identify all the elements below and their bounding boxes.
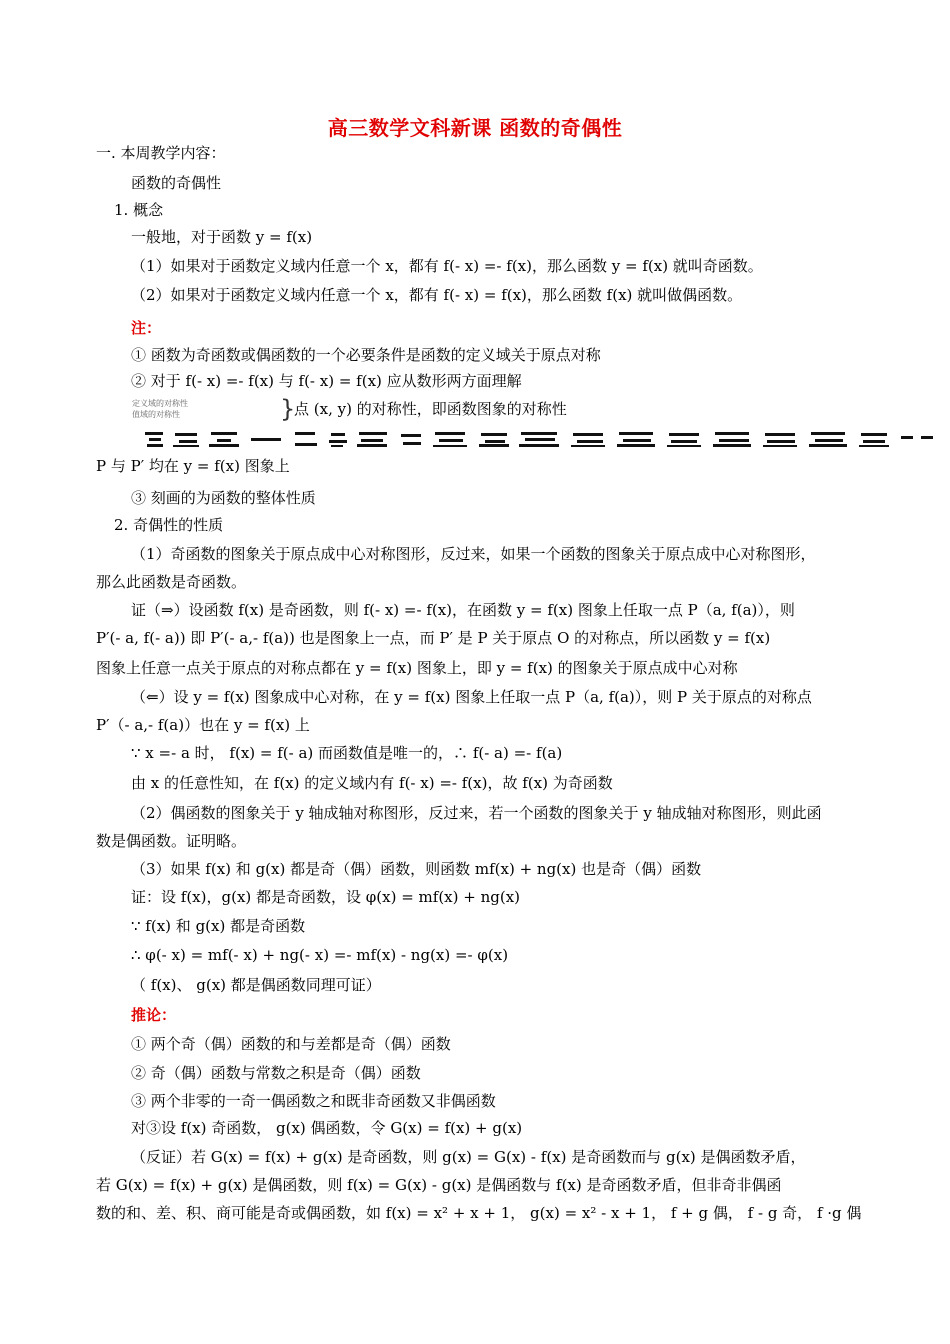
text-line: ③ 两个非零的一奇一偶函数之和既非奇函数又非偶函数 xyxy=(131,1092,496,1110)
text-line: （1）如果对于函数定义域内任意一个 x，都有 f(- x) =- f(x)，那么函数 y = f(x) 就叫奇函数。 xyxy=(131,257,763,275)
text-line: （反证）若 G(x) = f(x) + g(x) 是奇函数，则 g(x) = G(x) - f(x) 是奇函数而与 g(x) 是偶函数矛盾， xyxy=(131,1148,806,1166)
text-line: （2）如果对于函数定义域内任意一个 x，都有 f(- x) = f(x)，那么函数 f(x) 就叫做偶函数。 xyxy=(131,286,743,304)
text-line: 函数的奇偶性 xyxy=(131,174,222,192)
subsection-heading: 2. 奇偶性的性质 xyxy=(114,516,224,534)
text-line: 一般地，对于函数 y = f(x) xyxy=(131,228,313,246)
text-line: ② 奇（偶）函数与常数之积是奇（偶）函数 xyxy=(131,1064,421,1082)
text-line: （3）如果 f(x) 和 g(x) 都是奇（偶）函数，则函数 mf(x) + ng(x) 也是奇（偶）函数 xyxy=(131,860,702,878)
text-line: 点 (x, y) 的对称性，即函数图象的对称性 xyxy=(294,400,567,418)
text-line: 数是偶函数。证明略。 xyxy=(96,832,247,850)
subsection-heading: 1. 概念 xyxy=(114,201,164,219)
corollary-label: 推论： xyxy=(131,1006,177,1024)
text-line: 若 G(x) = f(x) + g(x) 是偶函数，则 f(x) = G(x) - g(x) 是偶函数与 f(x) 是奇函数矛盾，但非奇非偶函 xyxy=(96,1176,782,1194)
text-line: 证（⇒）设函数 f(x) 是奇函数，则 f(- x) =- f(x)，在函数 y = f(x) 图象上任取一点 P（a, f(a)），则 xyxy=(131,601,795,619)
text-line: ∵ f(x) 和 g(x) 都是奇函数 xyxy=(131,917,306,935)
garbled-image-strip xyxy=(145,428,945,450)
small-note xyxy=(132,398,280,424)
section-heading: 一. 本周教学内容： xyxy=(96,144,226,162)
text-line: （ f(x)、 g(x) 都是偶函数同理可证） xyxy=(131,976,381,994)
text-line: P 与 P′ 均在 y = f(x) 图象上 xyxy=(96,457,290,475)
text-line: ③ 刻画的为函数的整体性质 xyxy=(131,489,316,507)
text-line: ② 对于 f(- x) =- f(x) 与 f(- x) = f(x) 应从数形两方面理解 xyxy=(131,372,522,390)
text-line: ① 两个奇（偶）函数的和与差都是奇（偶）函数 xyxy=(131,1035,451,1053)
small-note-line: 定义域的对称性 xyxy=(132,399,188,408)
text-line: 图象上任意一点关于原点的对称点都在 y = f(x) 图象上，即 y = f(x) 的图象关于原点成中心对称 xyxy=(96,659,738,677)
text-line: P′（- a,- f(a)）也在 y = f(x) 上 xyxy=(96,716,310,734)
small-note-line: 值域的对称性 xyxy=(132,410,180,419)
text-line: 那么此函数是奇函数。 xyxy=(96,573,247,591)
text-line: （1）奇函数的图象关于原点成中心对称图形，反过来，如果一个函数的图象关于原点成中心对称图形， xyxy=(131,545,816,563)
text-line: 数的和、差、积、商可能是奇或偶函数，如 f(x) = x² + x + 1， g(x) = x² - x + 1， f + g 偶， f - g 奇， f ·g 偶 xyxy=(96,1204,862,1222)
text-line: （2）偶函数的图象关于 y 轴成轴对称图形，反过来，若一个函数的图象关于 y 轴成轴对称图形，则此函 xyxy=(131,804,822,822)
text-line: ∴ φ(- x) = mf(- x) + ng(- x) =- mf(x) - ng(x) =- φ(x) xyxy=(131,946,509,964)
text-line: 对③设 f(x) 奇函数， g(x) 偶函数，令 G(x) = f(x) + g(x) xyxy=(131,1119,523,1137)
text-line: P′(- a, f(- a)) 即 P′(- a,- f(a)) 也是图象上一点，而 P′ 是 P 关于原点 O 的对称点，所以函数 y = f(x) xyxy=(96,629,771,647)
text-line: ∵ x =- a 时， f(x) = f(- a) 而函数值是唯一的，∴ f(- a) =- f(a) xyxy=(131,744,563,762)
text-line: 证：设 f(x)，g(x) 都是奇函数，设 φ(x) = mf(x) + ng(x) xyxy=(131,888,521,906)
page-title: 高三数学文科新课 函数的奇偶性 xyxy=(327,116,623,140)
brace-symbol: } xyxy=(280,395,296,423)
text-line: 由 x 的任意性知，在 f(x) 的定义域内有 f(- x) =- f(x)，故 f(x) 为奇函数 xyxy=(131,774,613,792)
text-line: ① 函数为奇函数或偶函数的一个必要条件是函数的定义域关于原点对称 xyxy=(131,346,601,364)
note-label: 注： xyxy=(131,319,162,337)
text-line: （⇐）设 y = f(x) 图象成中心对称，在 y = f(x) 图象上任取一点 P（a, f(a)），则 P 关于原点的对称点 xyxy=(131,688,812,706)
